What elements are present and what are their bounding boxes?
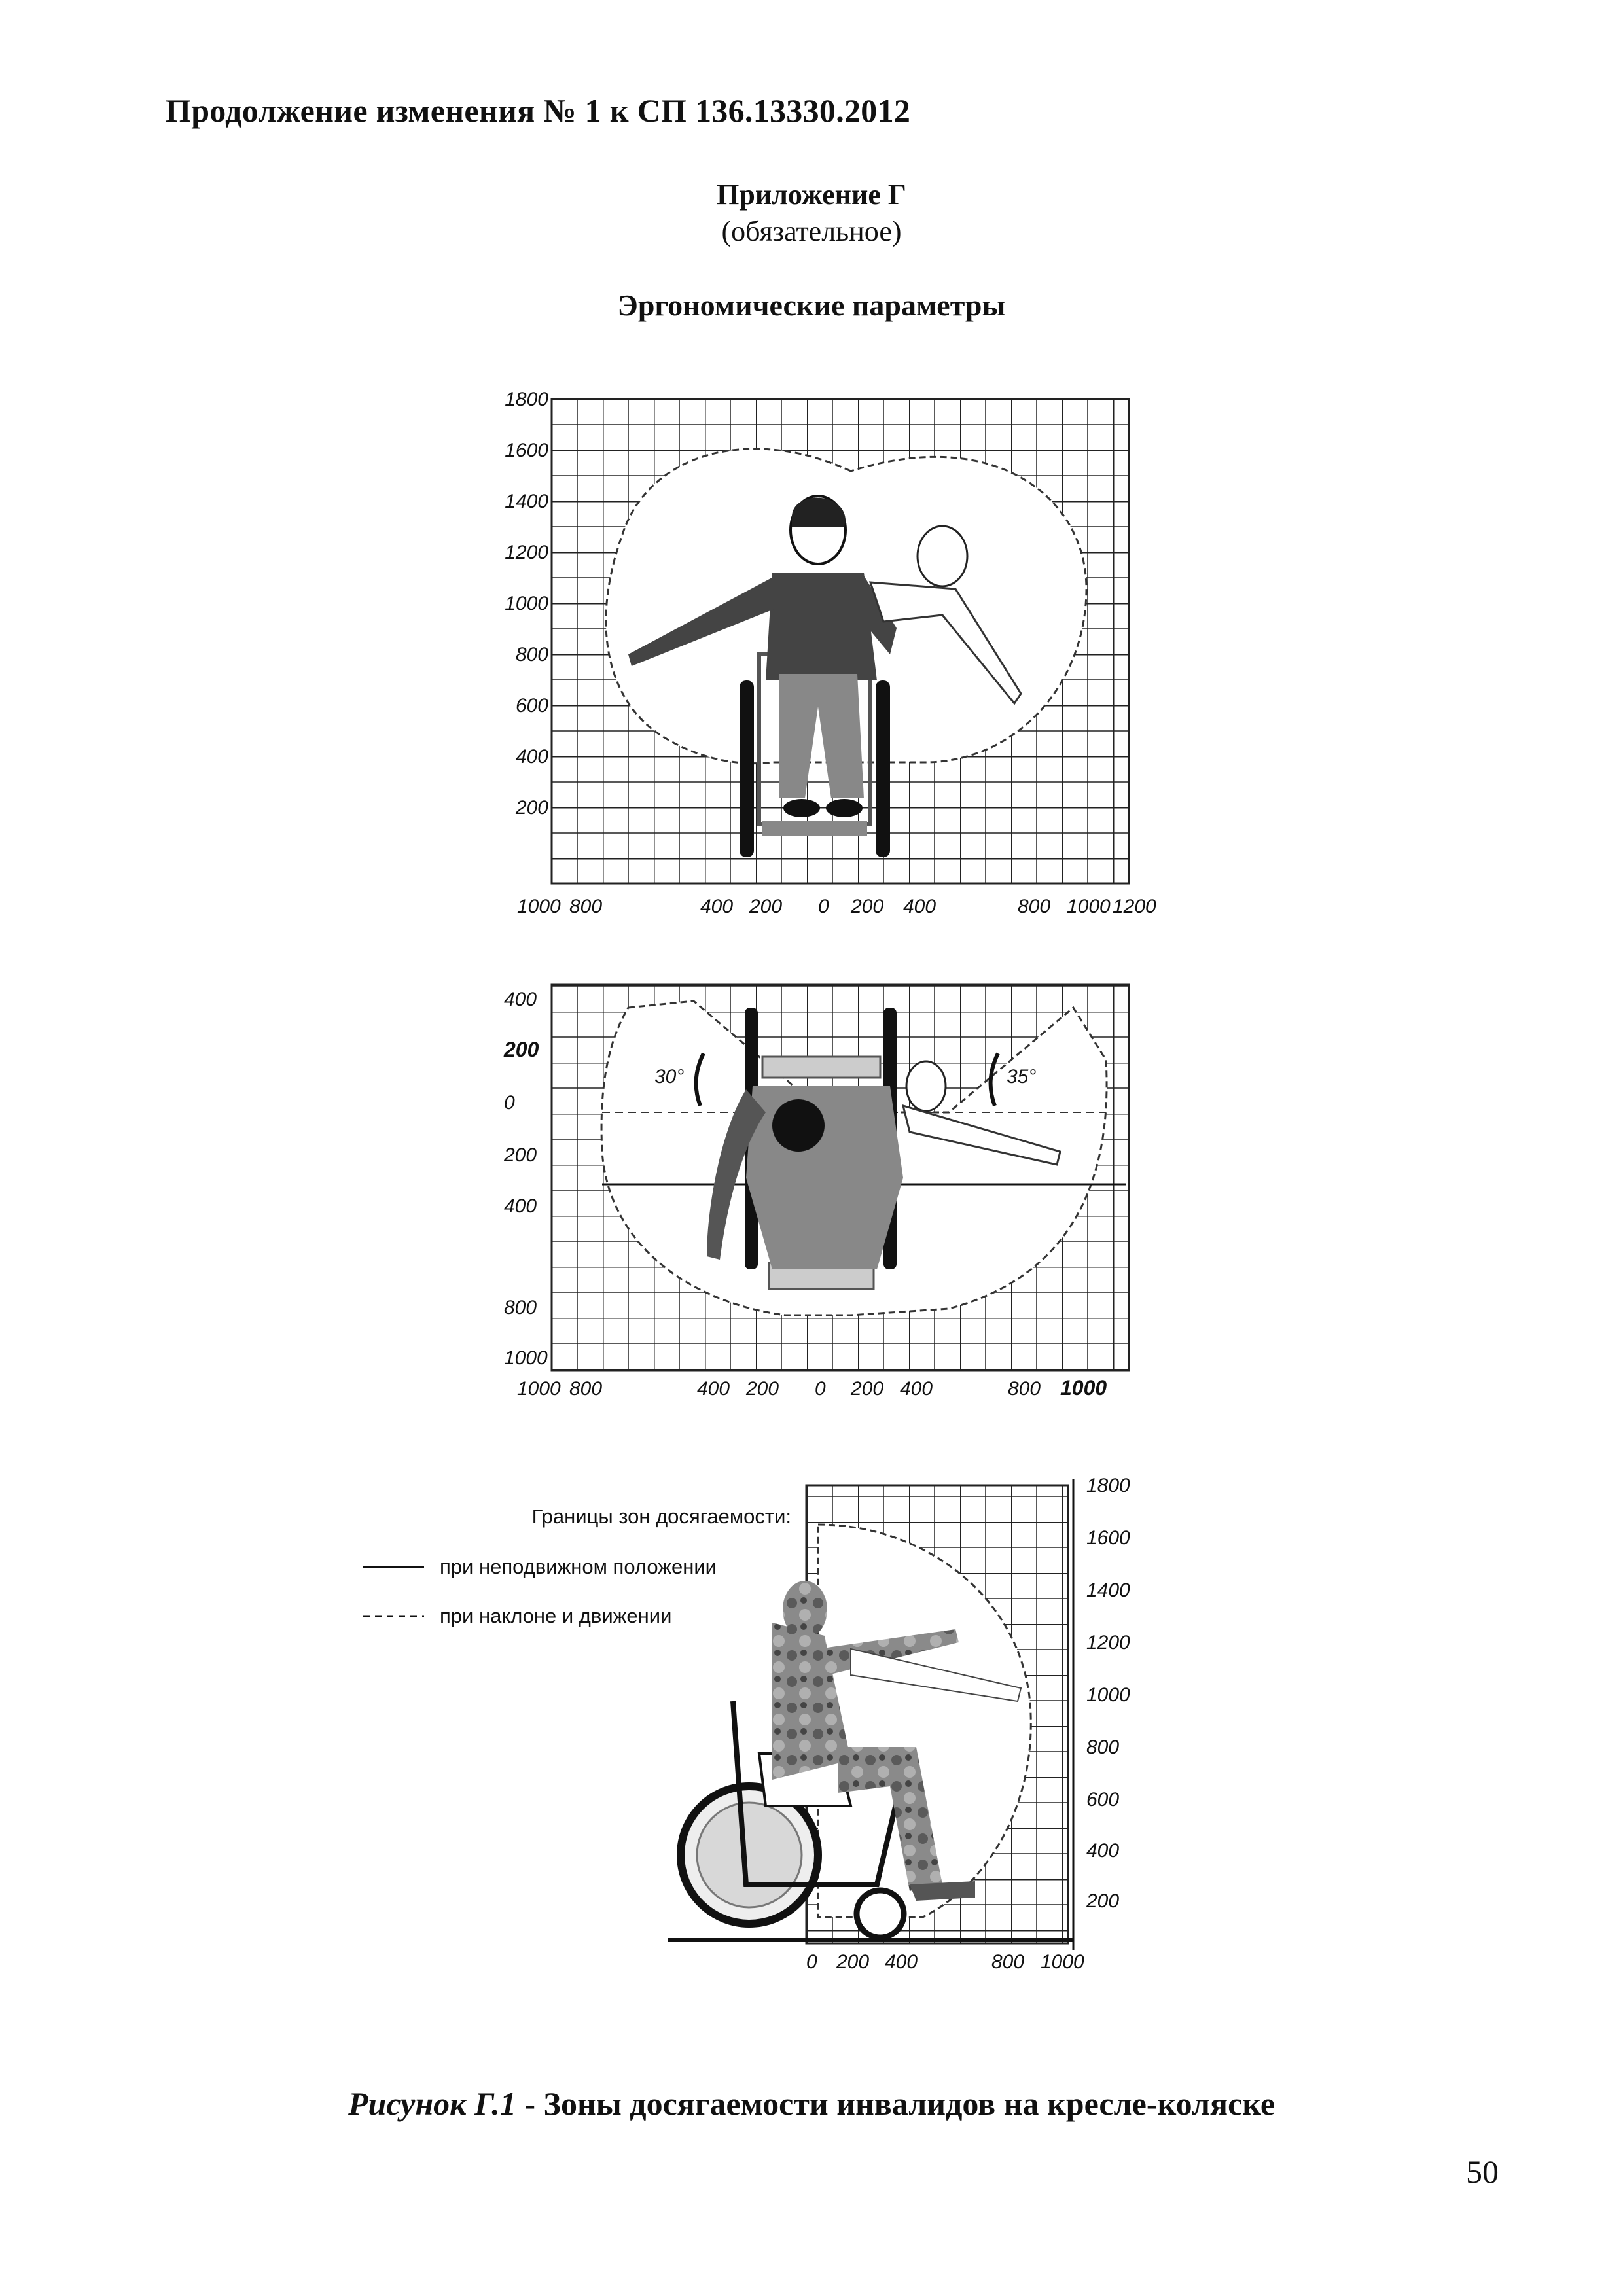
fig1-x-tick-6: 400 bbox=[903, 896, 936, 917]
figure-side-view bbox=[363, 1475, 1130, 1973]
fig3-x-tick-4: 1000 bbox=[1041, 1951, 1084, 1973]
fig3-x-tick-3: 800 bbox=[991, 1951, 1025, 1973]
fig1-x-tick-5: 200 bbox=[851, 896, 884, 917]
fig3-x-tick-1: 200 bbox=[836, 1951, 870, 1973]
legend-solid-label: при неподвижном положении bbox=[440, 1555, 717, 1578]
fig2-x-tick-8: 1000 bbox=[1060, 1376, 1107, 1400]
fig1-x-tick-1: 800 bbox=[569, 896, 603, 917]
fig1-y-tick-7: 400 bbox=[515, 746, 548, 768]
fig2-y-tick-0: 400 bbox=[504, 989, 537, 1010]
fig2-x-tick-3: 200 bbox=[746, 1378, 779, 1400]
fig2-x-tick-6: 400 bbox=[900, 1378, 933, 1400]
caption-label: Рисунок Г.1 bbox=[348, 2085, 516, 2122]
fig1-y-tick-1: 1600 bbox=[505, 440, 548, 461]
figure-caption bbox=[0, 2085, 1623, 2123]
fig1-x-tick-4: 0 bbox=[818, 896, 829, 917]
angle-left-label: 30° bbox=[654, 1066, 685, 1087]
fig1-y-tick-8: 200 bbox=[515, 797, 548, 819]
page-header: Продолжение изменения № 1 к СП 136.13330.2012 bbox=[166, 92, 911, 129]
fig1-y-tick-2: 1400 bbox=[505, 491, 548, 512]
legend-title: Границы зон досягаемости: bbox=[531, 1505, 791, 1528]
fig1-x-tick-0: 1000 bbox=[517, 896, 561, 917]
section-title: Эргономические параметры bbox=[617, 289, 1006, 322]
fig3-x-tick-2: 400 bbox=[885, 1951, 918, 1973]
fig1-y-tick-0: 1800 bbox=[505, 389, 548, 410]
fig2-y-tick-1: 200 bbox=[504, 1038, 539, 1061]
fig3-y-tick-2: 1400 bbox=[1086, 1580, 1130, 1601]
fig1-y-tick-4: 1000 bbox=[505, 593, 548, 614]
fig2-x-tick-2: 400 bbox=[697, 1378, 730, 1400]
fig3-y-tick-1: 1600 bbox=[1086, 1527, 1130, 1549]
fig3-y-tick-7: 400 bbox=[1086, 1840, 1120, 1862]
appendix-title: Приложение Г bbox=[717, 179, 906, 211]
fig3-y-tick-0: 1800 bbox=[1086, 1475, 1130, 1496]
fig1-x-tick-3: 200 bbox=[749, 896, 783, 917]
fig1-x-tick-9: 1200 bbox=[1113, 896, 1156, 917]
fig2-x-tick-0: 1000 bbox=[517, 1378, 561, 1400]
fig2-y-tick-6: 1000 bbox=[504, 1347, 548, 1369]
caption-text: - Зоны досягаемости инвалидов на кресле-коляске bbox=[516, 2085, 1275, 2122]
appendix-subtitle: (обязательное) bbox=[721, 215, 902, 247]
fig1-y-tick-5: 800 bbox=[515, 644, 548, 665]
figure-top-view bbox=[503, 985, 1129, 1400]
fig3-y-tick-5: 800 bbox=[1086, 1737, 1120, 1758]
fig2-y-tick-3: 200 bbox=[504, 1144, 537, 1166]
fig2-x-tick-5: 200 bbox=[851, 1378, 884, 1400]
fig2-x-tick-7: 800 bbox=[1008, 1378, 1041, 1400]
fig3-y-tick-3: 1200 bbox=[1086, 1632, 1130, 1653]
fig2-x-tick-4: 0 bbox=[815, 1378, 826, 1400]
fig1-x-tick-2: 400 bbox=[700, 896, 734, 917]
fig2-x-tick-1: 800 bbox=[569, 1378, 603, 1400]
fig3-y-tick-4: 1000 bbox=[1086, 1684, 1130, 1706]
fig1-x-tick-8: 1000 bbox=[1067, 896, 1111, 917]
figure-front-view bbox=[505, 389, 1156, 917]
fig2-y-tick-5: 800 bbox=[504, 1297, 537, 1318]
fig1-x-tick-7: 800 bbox=[1018, 896, 1051, 917]
angle-right-label: 35° bbox=[1007, 1066, 1037, 1087]
fig2-y-tick-4: 400 bbox=[504, 1195, 537, 1217]
fig3-x-tick-0: 0 bbox=[806, 1951, 817, 1973]
fig3-y-tick-8: 200 bbox=[1086, 1890, 1120, 1912]
page-number: 50 bbox=[1466, 2153, 1499, 2190]
fig1-y-tick-3: 1200 bbox=[505, 542, 548, 563]
fig1-y-tick-6: 600 bbox=[515, 695, 548, 716]
legend-dashed-label: при наклоне и движении bbox=[440, 1604, 672, 1627]
fig2-y-tick-2: 0 bbox=[504, 1092, 515, 1114]
fig3-y-tick-6: 600 bbox=[1086, 1789, 1120, 1810]
